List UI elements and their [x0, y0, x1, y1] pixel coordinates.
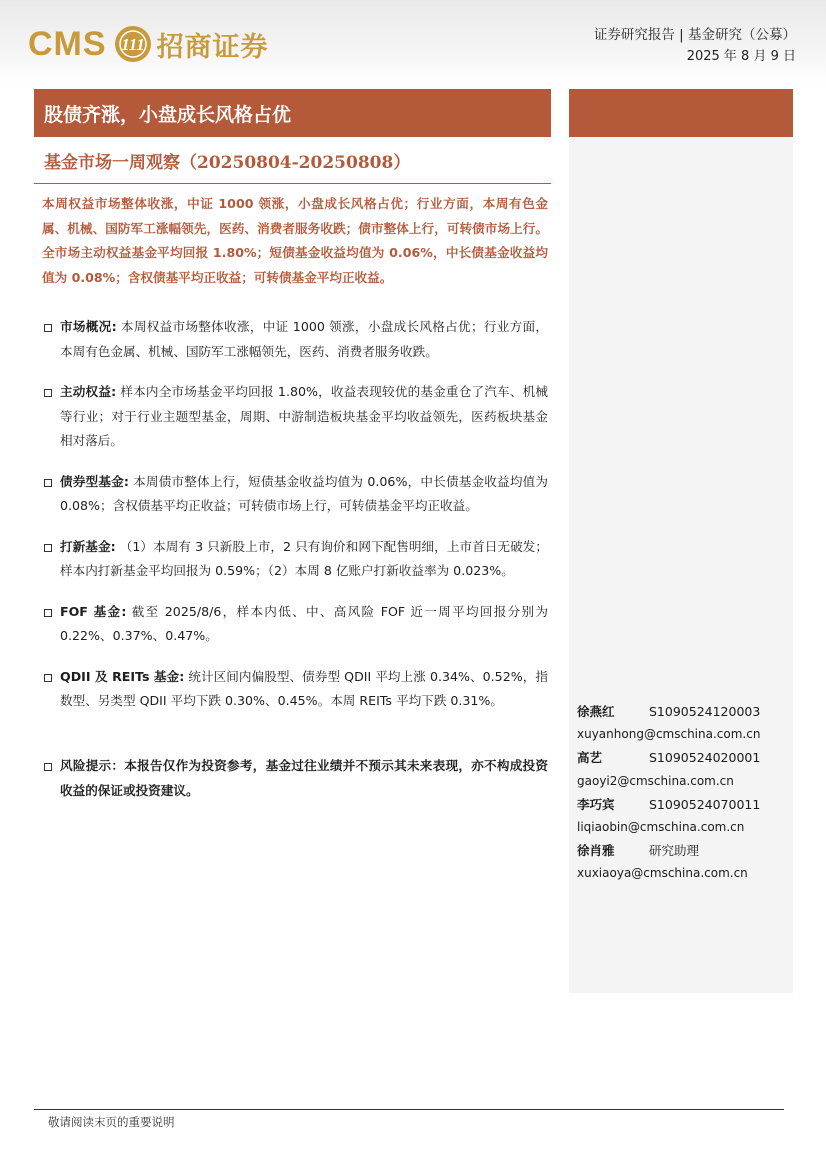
- analyst-row: [577, 839, 787, 862]
- analyst-id: S1090524020001: [649, 750, 761, 766]
- analyst-row: [577, 793, 787, 816]
- point-label: 市场概况:: [60, 319, 117, 334]
- bullet-square-icon: [44, 479, 52, 487]
- page-title: 股债齐涨，小盘成长风格占优: [44, 103, 292, 126]
- point-text: 本周债市整体上行，短债基金收益均值为 0.06%，中长债基金收益均值为 0.08%；含权债基平均正收益；可转债市场上行，可转债基金平均正收益。: [60, 473, 548, 513]
- point-text: 样本内全市场基金平均回报 1.80%，收益表现较优的基金重仓了汽车、机械等行业；对于行业主题型基金，周期、中游制造板块基金平均收益领先，医药板块基金相对落后。: [60, 384, 548, 448]
- risk-warning: [44, 754, 548, 803]
- bullet-square-icon: [44, 763, 52, 771]
- logo-emblem-icon: [113, 24, 153, 64]
- point-market-overview: [44, 315, 548, 364]
- analyst-name: 高艺: [577, 750, 603, 766]
- key-points: [44, 315, 548, 714]
- point-text: （1）本周有 3 只新股上市，2 只有询价和网下配售明细，上市首日无破发；样本内打新基金平均回报为 0.59%；（2）本周 8 亿账户打新收益率为 0.023%。: [60, 538, 548, 578]
- logo-latin: CMS: [28, 24, 107, 63]
- point-text: 截至 2025/8/6，样本内低、中、高风险 FOF 近一周平均回报分别为 0.22%、0.37%、0.47%。: [60, 603, 548, 643]
- point-label: 债券型基金:: [60, 473, 129, 489]
- analyst-row: [577, 700, 787, 723]
- point-ipo-funds: [44, 535, 548, 584]
- bullet-square-icon: [44, 609, 52, 617]
- analyst-name: 徐燕红: [577, 704, 615, 719]
- analyst-id: S1090524070011: [649, 796, 761, 812]
- point-label: 主动权益:: [60, 384, 117, 399]
- header-meta: [594, 24, 796, 68]
- bullet-square-icon: [44, 324, 52, 332]
- bullet-square-icon: [44, 389, 52, 397]
- logo-chinese: 招商证券: [156, 31, 269, 63]
- analyst-row: [577, 746, 787, 769]
- point-label: 打新基金:: [60, 538, 116, 554]
- bullet-square-icon: [44, 674, 52, 682]
- analyst-name: 李巧宾: [577, 796, 615, 812]
- point-text: 统计区间内偏股型、债券型 QDII 平均上涨 0.34%、0.52%，指数型、另类型 QDII 平均下跌 0.30%、0.45%。本周 REITs 平均下跌 0.31%。: [60, 668, 548, 708]
- analyst-name: 徐肖雅: [577, 843, 615, 859]
- report-date: 2025 年 8 月 9 日: [686, 49, 796, 64]
- point-label: QDII 及 REITs 基金:: [60, 668, 185, 684]
- bullet-square-icon: [44, 544, 52, 552]
- risk-point: [44, 754, 548, 803]
- point-qdii-reits: [44, 665, 548, 714]
- point-label: FOF 基金:: [60, 603, 127, 619]
- svg-text:111: 111: [120, 35, 145, 54]
- report-type: 证券研究报告 | 基金研究（公募）: [593, 27, 796, 43]
- point-text: 本周权益市场整体收涨，中证 1000 领涨，小盘成长风格占优；行业方面，本周有色金属、机械、国防军工涨幅领先，医药、消费者服务收跌。: [60, 319, 548, 359]
- abstract: 本周权益市场整体收涨，中证 1000 领涨，小盘成长风格占优；行业方面，本周有色金属、机械、国防军工涨幅领先，医药、消费者服务收跌；债市整体上行，可转债市场上行。全市场主动权益基金平均回报 1.80%；短债基金收益均值为 0.06%，中长债基金收益均值为 0.08%；含权债基平均正收益；可转债基金平均正收益。: [42, 196, 548, 285]
- point-bond-funds: [44, 470, 548, 519]
- footer-note: 敬请阅读末页的重要说明: [48, 1115, 175, 1129]
- sidebar-banner: [569, 89, 793, 137]
- point-fof-funds: [44, 600, 548, 649]
- point-active-equity: [44, 380, 548, 454]
- title-banner: [34, 89, 551, 137]
- company-logo: [28, 22, 269, 66]
- subtitle-divider: [34, 183, 551, 184]
- analyst-list: [577, 700, 787, 886]
- footer-divider: [34, 1109, 784, 1110]
- analyst-role: 研究助理: [649, 843, 700, 859]
- risk-text: 风险提示：本报告仅作为投资参考，基金过往业绩并不预示其未来表现，亦不构成投资收益的保证或投资建议。: [60, 758, 548, 798]
- analyst-id: S1090524120003: [649, 704, 761, 719]
- analyst-email[interactable]: xuyanhong@cmschina.com.cn: [577, 727, 761, 742]
- analyst-email[interactable]: gaoyi2@cmschina.com.cn: [577, 773, 734, 788]
- analyst-email[interactable]: liqiaobin@cmschina.com.cn: [577, 820, 745, 835]
- analyst-email[interactable]: xuxiaoya@cmschina.com.cn: [577, 866, 748, 881]
- report-subtitle: 基金市场一周观察（20250804-20250808）: [44, 153, 411, 173]
